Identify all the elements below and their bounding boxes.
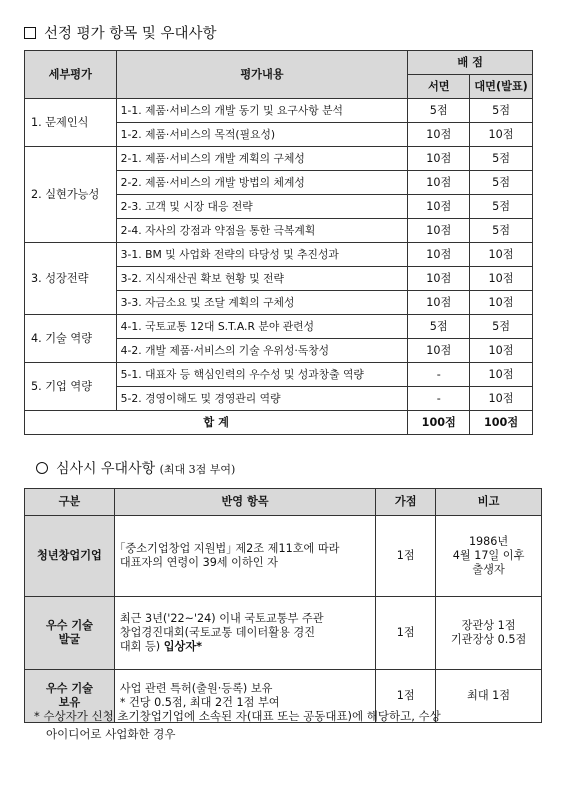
written-score-cell: 10점 [408, 291, 470, 315]
written-score-cell: - [408, 387, 470, 411]
table-row [25, 243, 533, 267]
table-row [25, 315, 533, 339]
row-note: 최대 1점 [436, 670, 542, 723]
interview-score-cell: 10점 [470, 339, 533, 363]
written-score-cell: 10점 [408, 267, 470, 291]
item-cell: 3-3. 자금소요 및 조달 계획의 구체성 [116, 291, 408, 315]
row-note: 장관상 1점 기관장상 0.5점 [436, 597, 542, 670]
interview-score-cell: 5점 [470, 195, 533, 219]
header-items: 반영 항목 [114, 489, 375, 516]
row-type: 우수 기술 보유 [25, 670, 115, 723]
written-score-cell: 10점 [408, 219, 470, 243]
row-type: 우수 기술 발굴 [25, 597, 115, 670]
written-score-cell: 10점 [408, 147, 470, 171]
table-row [25, 597, 542, 670]
category-cell: 3. 성장전략 [25, 243, 117, 315]
header-interview: 대면(발표) [470, 75, 533, 99]
written-score-cell: 10점 [408, 243, 470, 267]
header-written: 서면 [408, 75, 470, 99]
header-note: 비고 [436, 489, 542, 516]
item-cell: 1-1. 제품·서비스의 개발 동기 및 요구사항 분석 [116, 99, 408, 123]
item-cell: 3-2. 지식재산권 확보 현황 및 전략 [116, 267, 408, 291]
section2-title: 심사시 우대사항 (최대 3점 부여) [36, 458, 235, 478]
written-score-cell: 5점 [408, 315, 470, 339]
interview-score-cell: 10점 [470, 387, 533, 411]
category-cell: 5. 기업 역량 [25, 363, 117, 411]
interview-score-cell: 10점 [470, 363, 533, 387]
item-cell: 5-1. 대표자 등 핵심인력의 우수성 및 성과창출 역량 [116, 363, 408, 387]
item-cell: 5-2. 경영이해도 및 경영관리 역량 [116, 387, 408, 411]
interview-score-cell: 5점 [470, 171, 533, 195]
item-cell: 2-1. 제품·서비스의 개발 계획의 구체성 [116, 147, 408, 171]
item-cell: 4-1. 국토교통 12대 S.T.A.R 분야 관련성 [116, 315, 408, 339]
category-cell: 1. 문제인식 [25, 99, 117, 147]
category-cell: 4. 기술 역량 [25, 315, 117, 363]
row-items: ｢중소기업창업 지원법｣ 제2조 제11호에 따라 대표자의 연령이 39세 이하인 자 [114, 516, 375, 597]
interview-score-cell: 5점 [470, 99, 533, 123]
total-label: 합 계 [25, 411, 408, 435]
bonus-table [24, 488, 542, 723]
header-content: 평가내용 [116, 51, 408, 99]
interview-score-cell: 10점 [470, 123, 533, 147]
row-items: 사업 관련 특허(출원·등록) 보유 * 건당 0.5점, 최대 2건 1점 부여 [114, 670, 375, 723]
table-row [25, 363, 533, 387]
header-type: 구분 [25, 489, 115, 516]
total-row [25, 411, 533, 435]
checkbox-square-icon [24, 27, 36, 39]
row-bonus: 1점 [376, 516, 436, 597]
row-note: 1986년 4월 17일 이후 출생자 [436, 516, 542, 597]
evaluation-table [24, 50, 533, 435]
row-bonus: 1점 [376, 597, 436, 670]
written-score-cell: 5점 [408, 99, 470, 123]
interview-score-cell: 10점 [470, 267, 533, 291]
written-score-cell: 10점 [408, 339, 470, 363]
row-type: 청년창업기업 [25, 516, 115, 597]
written-score-cell: - [408, 363, 470, 387]
table-row [25, 516, 542, 597]
item-cell: 3-1. BM 및 사업화 전략의 타당성 및 추진성과 [116, 243, 408, 267]
interview-score-cell: 10점 [470, 243, 533, 267]
written-score-cell: 10점 [408, 171, 470, 195]
interview-score-cell: 5점 [470, 315, 533, 339]
item-cell: 1-2. 제품·서비스의 목적(필요성) [116, 123, 408, 147]
table-row [25, 147, 533, 171]
written-score-cell: 10점 [408, 195, 470, 219]
category-cell: 2. 실현가능성 [25, 147, 117, 243]
written-score-cell: 10점 [408, 123, 470, 147]
total-interview: 100점 [470, 411, 533, 435]
total-written: 100점 [408, 411, 470, 435]
footnote: * 수상자가 신청 초기창업기업에 소속된 자(대표 또는 공동대표)에 해당하고, 수상 아이디어로 사업화한 경우 [34, 709, 441, 741]
item-cell: 2-3. 고객 및 시장 대응 전략 [116, 195, 408, 219]
circle-bullet-icon [36, 462, 48, 474]
header-category: 세부평가 [25, 51, 117, 99]
section1-title: 선정 평가 항목 및 우대사항 [24, 22, 217, 43]
row-bonus: 1점 [376, 670, 436, 723]
header-bonus: 가점 [376, 489, 436, 516]
interview-score-cell: 5점 [470, 147, 533, 171]
table-row [25, 99, 533, 123]
header-score: 배 점 [408, 51, 533, 75]
item-cell: 2-2. 제품·서비스의 개발 방법의 체계성 [116, 171, 408, 195]
interview-score-cell: 10점 [470, 291, 533, 315]
row-items: 최근 3년('22~'24) 이내 국토교통부 주관 창업경진대회(국토교통 데이터활용 경진 대회 등) 입상자* [114, 597, 375, 670]
item-cell: 4-2. 개발 제품·서비스의 기술 우위성·독창성 [116, 339, 408, 363]
item-cell: 2-4. 자사의 강점과 약점을 통한 극복계획 [116, 219, 408, 243]
interview-score-cell: 5점 [470, 219, 533, 243]
